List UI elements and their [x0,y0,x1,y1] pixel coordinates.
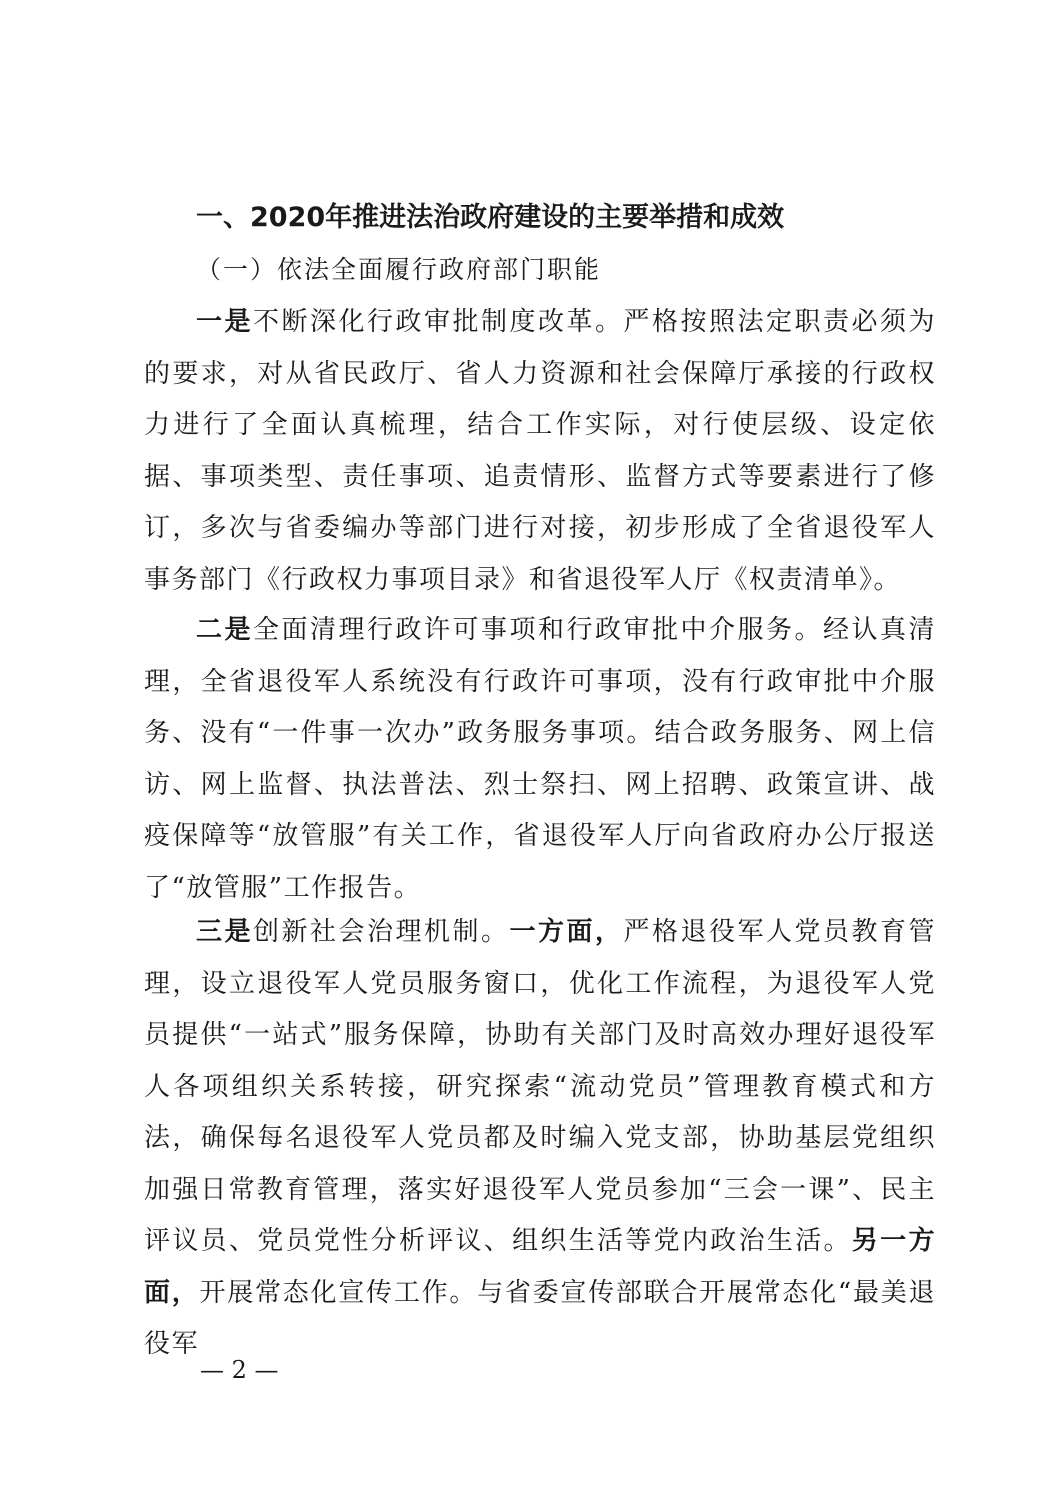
paragraph-1-lead: 一是 [196,307,253,337]
paragraph-2-text: 全面清理行政许可事项和行政审批中介服务。经认真清理，全省退役军人系统没有行政许可事项，没有行政审批中介服务、没有“一件事一次办”政务服务事项。结合政务服务、网上信访、网上监督、执法普法、烈士祭扫、网上招聘、政策宣讲、战疫保障等“放管服”有关工作，省退役军人厅向省政府办公厅报送了“放管服”工作报告。 [144,615,936,903]
paragraph-2 [144,605,936,914]
page-number: — 2 — [200,1356,279,1384]
paragraph-3-sub-lead-b: 另一方面， [144,1226,936,1308]
paragraph-3-lead: 三是 [196,917,253,947]
section-heading: 一、2020年推进法治政府建设的主要举措和成效 [196,202,785,233]
paragraph-3-text-c: 开展常态化宣传工作。与省委宣传部联合开展常态化“最美退役军 [144,1277,936,1359]
subsection-heading: （一）依法全面履行政府部门职能 [196,255,602,284]
paragraph-3-text-b: 严格退役军人党员教育管理，设立退役军人党员服务窗口，优化工作流程，为退役军人党员提供“一站式”服务保障，协助有关部门及时高效办理好退役军人各项组织关系转接，研究探索“流动党员”管理教育模式和方法，确保每名退役军人党员都及时编入党支部，协助基层党组织加强日常教育管理，落实好退役军人党员参加“三会一课”、民主评议员、党员党性分析评议、组织生活等党内政治生活。 [144,917,936,1256]
paragraph-1-text: 不断深化行政审批制度改革。严格按照法定职责必须为的要求，对从省民政厅、省人力资源和社会保障厅承接的行政权力进行了全面认真梳理，结合工作实际，对行使层级、设定依据、事项类型、责任事项、追责情形、监督方式等要素进行了修订，多次与省委编办等部门进行对接，初步形成了全省退役军人事务部门《行政权力事项目录》和省退役军人厅《权责清单》。 [144,307,936,595]
paragraph-3 [144,907,936,1371]
paragraph-3-text-a: 创新社会治理机制。 [253,917,510,947]
paragraph-3-sub-lead-a: 一方面， [509,917,624,947]
paragraph-2-lead: 二是 [196,615,253,645]
paragraph-1 [144,297,936,606]
